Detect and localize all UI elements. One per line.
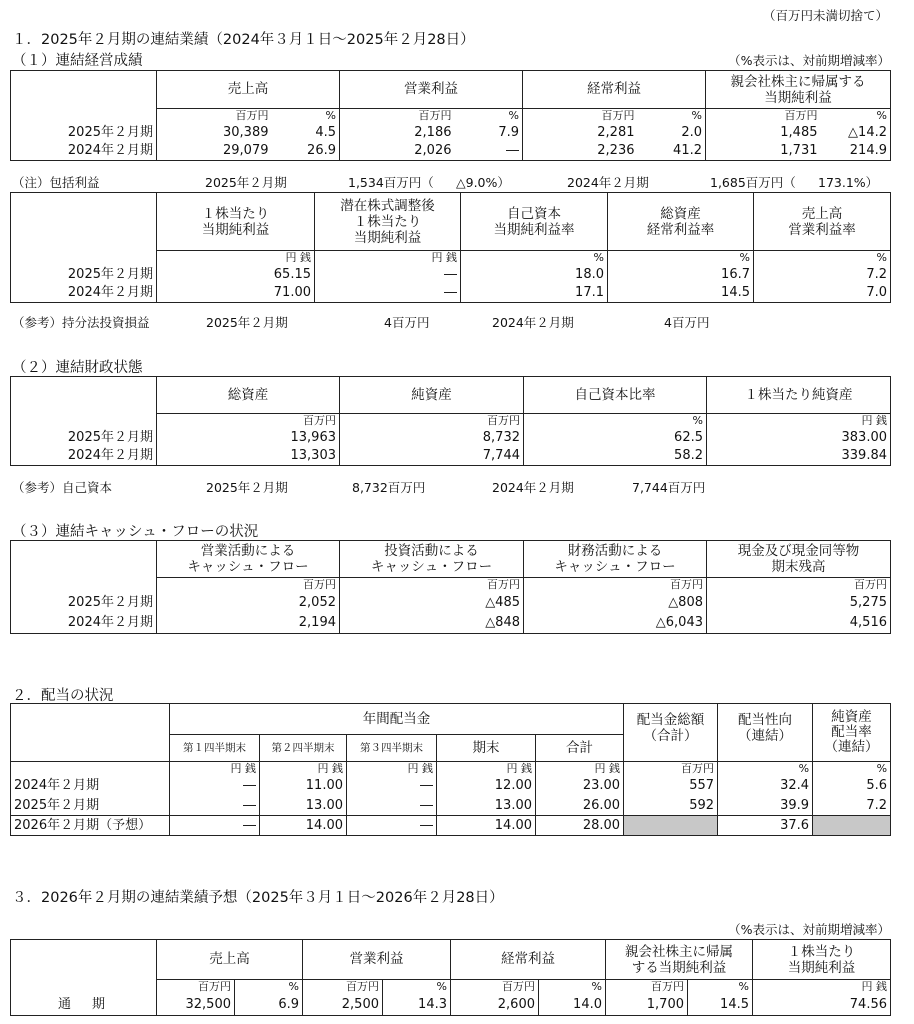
equity-method-value-1: 4百万円	[384, 315, 430, 330]
cell: 2,186	[340, 123, 455, 142]
table-row	[11, 816, 891, 836]
cell: 383.00	[707, 428, 891, 447]
comprehensive-income-label: （注）包括利益	[12, 175, 100, 190]
header-payout-ratio: 配当性向 （連結）	[718, 704, 813, 762]
cell: 7.0	[754, 284, 891, 303]
row-label: 2024年２月期	[11, 447, 157, 466]
cell: 28.00	[536, 816, 624, 836]
table-row	[11, 613, 891, 634]
header-operating-margin: 売上高 営業利益率	[754, 193, 891, 251]
cell: 339.84	[707, 447, 891, 466]
cell: 13,963	[157, 428, 340, 447]
comprehensive-income-change-2: 173.1%）	[818, 175, 879, 190]
unit: %	[638, 109, 706, 123]
cell: 32,500	[157, 994, 235, 1016]
unit: 百万円	[523, 109, 638, 123]
cell: △6,043	[524, 613, 707, 634]
row-label: 2024年２月期	[11, 776, 170, 796]
own-capital-label: （参考）自己資本	[12, 480, 113, 495]
cell: 1,700	[606, 994, 688, 1016]
equity-method-period-2: 2024年２月期	[492, 315, 574, 330]
cell: 14.5	[608, 284, 754, 303]
cell: 7,744	[340, 447, 524, 466]
cell-na	[624, 816, 718, 836]
cell: 5,275	[707, 592, 891, 613]
cell: 16.7	[608, 265, 754, 284]
cell: 6.9	[235, 994, 303, 1016]
unit: 円 銭	[536, 762, 624, 776]
cell: 1,485	[706, 123, 821, 142]
cell: 41.2	[638, 142, 706, 161]
cell: 2,194	[157, 613, 340, 634]
header-roa: 総資産 経常利益率	[608, 193, 754, 251]
unit: %	[455, 109, 523, 123]
unit: 円 銭	[157, 251, 315, 265]
table-row	[11, 796, 891, 816]
cell: △848	[340, 613, 524, 634]
unit: %	[461, 251, 608, 265]
cell: 26.9	[272, 142, 340, 161]
cell: ―	[170, 816, 260, 836]
table-row	[11, 284, 891, 303]
unit: 百万円	[624, 762, 718, 776]
cell: 13.00	[260, 796, 347, 816]
header-ordinary-profit: 経常利益	[523, 71, 706, 109]
header-net-income: 親会社株主に帰属する 当期純利益	[706, 71, 891, 109]
header-doe: 純資産 配当率 （連結）	[813, 704, 891, 762]
table-row	[11, 142, 891, 161]
cell: 37.6	[718, 816, 813, 836]
cell: 557	[624, 776, 718, 796]
cell: 39.9	[718, 796, 813, 816]
unit: 百万円	[303, 980, 383, 994]
unit: 百万円	[451, 980, 539, 994]
forecast-table	[10, 939, 891, 1016]
cell: 14.3	[383, 994, 451, 1016]
unit: 百万円	[157, 414, 340, 428]
unit: 百万円	[340, 578, 524, 592]
table-row	[11, 592, 891, 613]
table-row	[11, 994, 891, 1016]
cell: 4,516	[707, 613, 891, 634]
unit: 百万円	[157, 578, 340, 592]
header-financing-cf: 財務活動による キャッシュ・フロー	[524, 541, 707, 578]
row-label: 2025年２月期	[11, 592, 157, 613]
cell: ―	[170, 776, 260, 796]
pct-note-2: （%表示は、対前期増減率）	[728, 922, 890, 937]
row-label: 2025年２月期	[11, 428, 157, 447]
row-label: 2026年２月期（予想）	[11, 816, 170, 836]
table-row	[11, 447, 891, 466]
cell: 2,026	[340, 142, 455, 161]
unit: 百万円	[157, 109, 272, 123]
row-label: 2024年２月期	[11, 142, 157, 161]
header-eps: １株当たり 当期純利益	[157, 193, 315, 251]
header-ordinary-profit: 経常利益	[451, 940, 606, 980]
cash-flow-table	[10, 540, 891, 634]
header-bps: １株当たり純資産	[707, 377, 891, 414]
cell: 32.4	[718, 776, 813, 796]
cell: 2,236	[523, 142, 638, 161]
unit: 円 銭	[315, 251, 461, 265]
cell: ―	[315, 284, 461, 303]
row-label: 2025年２月期	[11, 123, 157, 142]
unit: %	[524, 414, 707, 428]
header-eps: １株当たり 当期純利益	[753, 940, 891, 980]
header-q3-end: 第３四半期末	[347, 735, 437, 762]
cell: 14.0	[539, 994, 606, 1016]
row-label: 2025年２月期	[11, 796, 170, 816]
cell: 30,389	[157, 123, 272, 142]
row-label: 通 期	[11, 994, 157, 1016]
own-capital-value-2: 7,744百万円	[632, 480, 706, 495]
unit: 円 銭	[753, 980, 891, 994]
cell: 26.00	[536, 796, 624, 816]
row-label: 2024年２月期	[11, 284, 157, 303]
dividends-table	[10, 703, 891, 836]
header-annual-dividend: 年間配当金	[170, 704, 624, 735]
cell: 7.2	[754, 265, 891, 284]
cell: ―	[347, 796, 437, 816]
unit: 円 銭	[437, 762, 536, 776]
header-operating-profit: 営業利益	[303, 940, 451, 980]
cell: 214.9	[821, 142, 891, 161]
unit: 百万円	[707, 578, 891, 592]
cell: 71.00	[157, 284, 315, 303]
cell: 11.00	[260, 776, 347, 796]
unit: 百万円	[340, 109, 455, 123]
cell: △14.2	[821, 123, 891, 142]
unit: 百万円	[340, 414, 524, 428]
cell: 17.1	[461, 284, 608, 303]
header-q2-end: 第２四半期末	[260, 735, 347, 762]
unit: 百万円	[606, 980, 688, 994]
header-sales: 売上高	[157, 940, 303, 980]
section-1-title: １．2025年２月期の連結業績（2024年３月１日～2025年２月28日）	[12, 32, 475, 48]
unit: %	[688, 980, 753, 994]
pct-note: （%表示は、対前期増減率）	[728, 53, 890, 68]
cell: 1,731	[706, 142, 821, 161]
unit: %	[383, 980, 451, 994]
cell-na	[813, 816, 891, 836]
cell: 2.0	[638, 123, 706, 142]
cell: ―	[170, 796, 260, 816]
cell: 5.6	[813, 776, 891, 796]
header-net-income: 親会社株主に帰属 する当期純利益	[606, 940, 753, 980]
unit-note: （百万円未満切捨て）	[762, 8, 888, 23]
comprehensive-income-change-1: △9.0%）	[456, 175, 510, 190]
row-label: 2024年２月期	[11, 613, 157, 634]
header-total: 合計	[536, 735, 624, 762]
own-capital-period-2: 2024年２月期	[492, 480, 574, 495]
comprehensive-income-value-2: 1,685百万円（	[710, 175, 796, 190]
comprehensive-income-period-1: 2025年２月期	[205, 175, 287, 190]
cell: 2,052	[157, 592, 340, 613]
unit: 百万円	[524, 578, 707, 592]
section-1-2-title: （２）連結財政状態	[12, 360, 143, 376]
cell: ―	[347, 776, 437, 796]
unit: 円 銭	[260, 762, 347, 776]
unit: 円 銭	[170, 762, 260, 776]
unit: %	[608, 251, 754, 265]
header-net-assets: 純資産	[340, 377, 524, 414]
unit: %	[539, 980, 606, 994]
comprehensive-income-value-1: 1,534百万円（	[348, 175, 434, 190]
cell: 12.00	[437, 776, 536, 796]
unit: 百万円	[706, 109, 821, 123]
header-equity-ratio: 自己資本比率	[524, 377, 707, 414]
header-total-dividend: 配当金総額 （合計）	[624, 704, 718, 762]
cell: 13.00	[437, 796, 536, 816]
row-label: 2025年２月期	[11, 265, 157, 284]
header-diluted-eps: 潜在株式調整後 １株当たり 当期純利益	[315, 193, 461, 251]
cell: 23.00	[536, 776, 624, 796]
unit: %	[272, 109, 340, 123]
table-row	[11, 428, 891, 447]
unit: 百万円	[157, 980, 235, 994]
cell: 2,500	[303, 994, 383, 1016]
cell: 65.15	[157, 265, 315, 284]
cell: 2,281	[523, 123, 638, 142]
cell: 18.0	[461, 265, 608, 284]
header-total-assets: 総資産	[157, 377, 340, 414]
header-sales: 売上高	[157, 71, 340, 109]
cell: 4.5	[272, 123, 340, 142]
section-1-1-title: （１）連結経営成績	[12, 53, 143, 69]
cell: 29,079	[157, 142, 272, 161]
table-row	[11, 123, 891, 142]
unit: %	[718, 762, 813, 776]
cell: 13,303	[157, 447, 340, 466]
cell: 8,732	[340, 428, 524, 447]
table-row	[11, 265, 891, 284]
header-operating-cf: 営業活動による キャッシュ・フロー	[157, 541, 340, 578]
cell: 7.2	[813, 796, 891, 816]
equity-method-label: （参考）持分法投資損益	[12, 315, 150, 330]
unit: %	[235, 980, 303, 994]
operating-results-table	[10, 70, 891, 161]
unit: %	[821, 109, 891, 123]
header-investing-cf: 投資活動による キャッシュ・フロー	[340, 541, 524, 578]
cell: 58.2	[524, 447, 707, 466]
section-1-3-title: （３）連結キャッシュ・フローの状況	[12, 524, 259, 540]
header-q1-end: 第１四半期末	[170, 735, 260, 762]
unit: %	[813, 762, 891, 776]
cell: ―	[315, 265, 461, 284]
financial-position-table	[10, 376, 891, 466]
cell: 14.00	[260, 816, 347, 836]
own-capital-period-1: 2025年２月期	[206, 480, 288, 495]
header-year-end: 期末	[437, 735, 536, 762]
per-share-table	[10, 192, 891, 303]
section-3-title: ３．2026年２月期の連結業績予想（2025年３月１日～2026年２月28日）	[12, 890, 504, 906]
section-2-title: ２．配当の状況	[12, 688, 114, 704]
own-capital-value-1: 8,732百万円	[352, 480, 426, 495]
cell: ―	[347, 816, 437, 836]
header-cash-balance: 現金及び現金同等物 期末残高	[707, 541, 891, 578]
equity-method-period-1: 2025年２月期	[206, 315, 288, 330]
cell: 592	[624, 796, 718, 816]
cell: 62.5	[524, 428, 707, 447]
header-operating-profit: 営業利益	[340, 71, 523, 109]
cell: △808	[524, 592, 707, 613]
cell: 7.9	[455, 123, 523, 142]
header-roe: 自己資本 当期純利益率	[461, 193, 608, 251]
cell: 2,600	[451, 994, 539, 1016]
unit: 円 銭	[707, 414, 891, 428]
table-row	[11, 776, 891, 796]
unit: %	[754, 251, 891, 265]
cell: ―	[455, 142, 523, 161]
unit: 円 銭	[347, 762, 437, 776]
cell: 74.56	[753, 994, 891, 1016]
cell: △485	[340, 592, 524, 613]
cell: 14.00	[437, 816, 536, 836]
cell: 14.5	[688, 994, 753, 1016]
equity-method-value-2: 4百万円	[664, 315, 710, 330]
comprehensive-income-period-2: 2024年２月期	[567, 175, 649, 190]
